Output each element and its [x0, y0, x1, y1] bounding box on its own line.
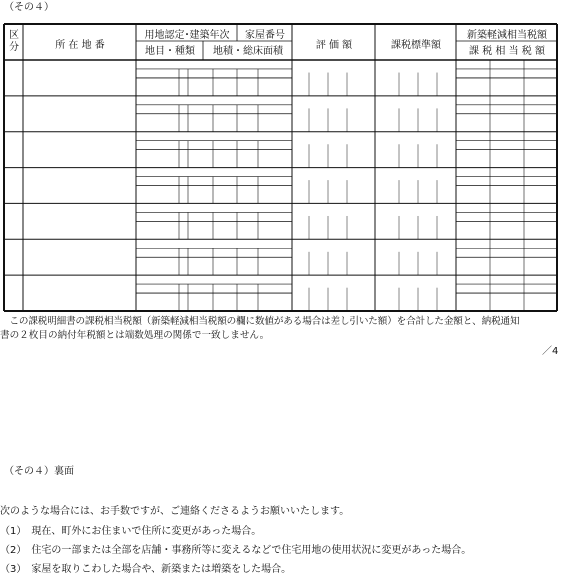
header-new-build-reduction: 新築軽減相当税額	[467, 30, 547, 41]
reverse-item-1: （1） 現在、町外にお住まいで住所に変更があった場合。	[0, 526, 262, 537]
header-land-type: 地目・種類	[145, 46, 195, 57]
reverse-title: （その４）裏面	[4, 466, 74, 477]
header-valuation: 評 価 額	[315, 40, 353, 51]
header-tax-amount: 課 税 相 当 税 額	[469, 46, 545, 57]
footnote-line-2: 書の２枚目の納付年税額とは端数処理の関係で一致しません。	[0, 330, 270, 341]
reverse-item-3: （3） 家屋を取りこわした場合や、新築または増築をした場合。	[0, 564, 292, 575]
header-tax-base: 課税標準額	[391, 40, 441, 51]
reverse-item-2: （2） 住宅の一部または全部を店舗・事務所等に変えるなどで住宅用地の使用状況に変更があった場合。	[0, 545, 472, 556]
footnote-line-1: この課税明細書の課税相当税額（新築軽減相当税額の欄に数値がある場合は差し引いた額）を合計した金額と、納税通知	[0, 316, 520, 327]
header-location: 所 在 地 番	[55, 40, 105, 51]
header-kubun: 区分	[9, 30, 19, 53]
page-label: （その４）	[4, 2, 54, 13]
reverse-intro: 次のような場合には、お手数ですが、ご連絡くださるようお願いいたします。	[0, 506, 350, 517]
page-number: ／4	[542, 346, 559, 357]
header-house-no: 家屋番号	[245, 30, 285, 41]
header-land-use-year: 用地認定･建築年次	[144, 30, 230, 41]
header-area: 地積・総床面積	[213, 46, 283, 57]
